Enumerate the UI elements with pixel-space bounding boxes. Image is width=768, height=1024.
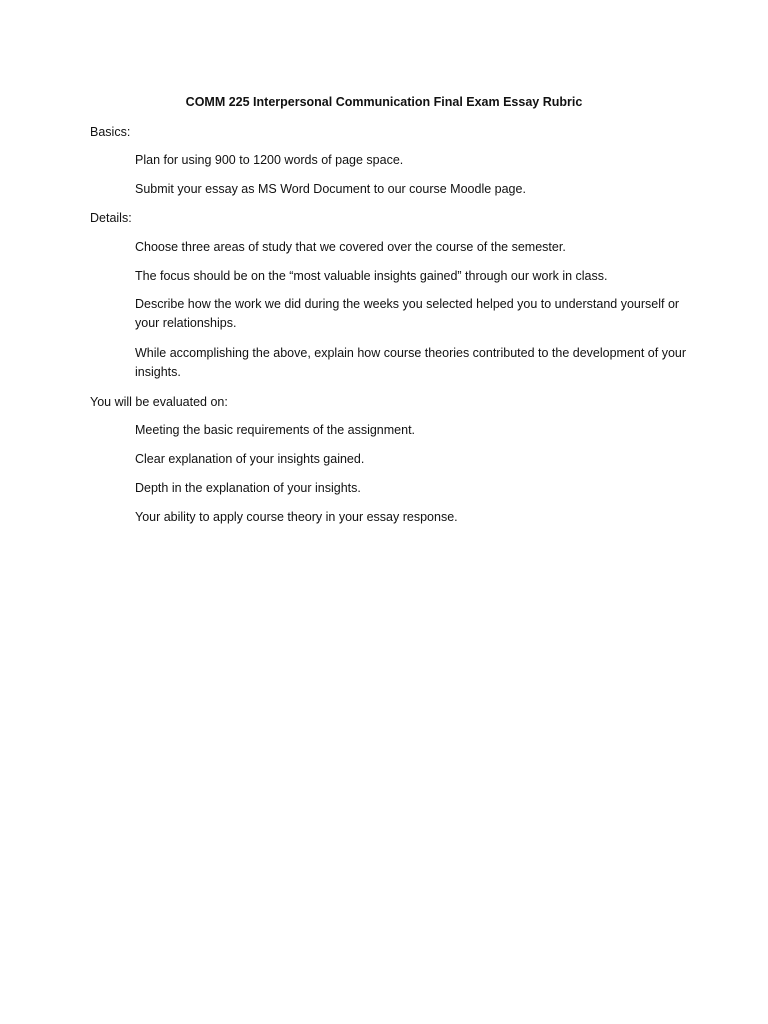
section-heading-basics: Basics: <box>90 125 131 139</box>
section-heading-details: Details: <box>90 211 132 225</box>
list-item: Choose three areas of study that we covered over the course of the semester. <box>135 240 566 254</box>
list-item: The focus should be on the “most valuable insights gained” through our work in class. <box>135 269 608 283</box>
section-heading-evaluation: You will be evaluated on: <box>90 395 228 409</box>
list-item: Meeting the basic requirements of the assignment. <box>135 423 416 437</box>
list-item: Plan for using 900 to 1200 words of page space. <box>135 153 404 167</box>
list-item: Clear explanation of your insights gained. <box>135 452 365 466</box>
list-item: While accomplishing the above, explain how course theories contributed to the development of your insights. <box>135 346 687 379</box>
list-item: Describe how the work we did during the weeks you selected helped you to understand yourself or your relationships. <box>135 297 680 330</box>
list-item: Your ability to apply course theory in your essay response. <box>135 510 458 524</box>
list-item: Submit your essay as MS Word Document to our course Moodle page. <box>135 182 526 196</box>
list-item: Depth in the explanation of your insights. <box>135 481 361 495</box>
page-title: COMM 225 Interpersonal Communication Final Exam Essay Rubric <box>185 95 583 109</box>
